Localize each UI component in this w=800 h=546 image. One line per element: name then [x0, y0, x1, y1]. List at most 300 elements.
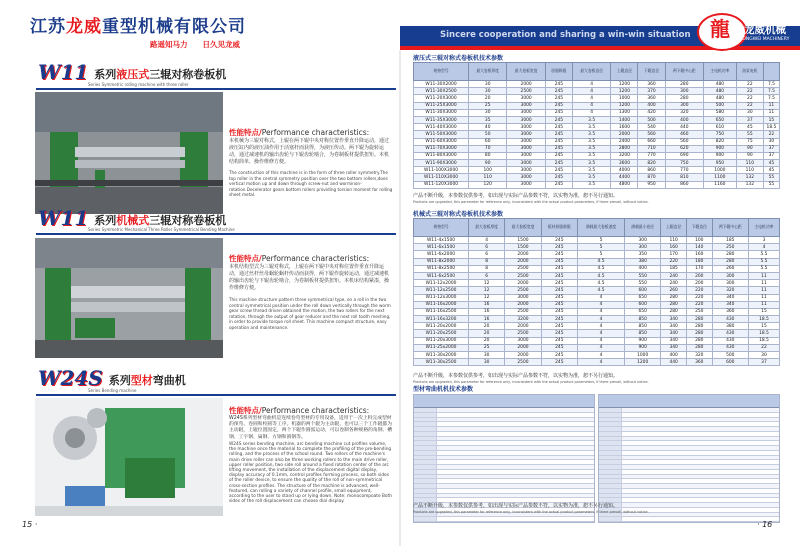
table-cell: 300: [665, 88, 703, 95]
table-cell: 16: [469, 308, 505, 315]
table-cell: 55: [763, 174, 779, 181]
table-cell: 900: [704, 145, 737, 152]
table-cell: 200: [686, 280, 712, 287]
table-cell: 480: [704, 95, 737, 102]
profile-shape-icon: [599, 517, 622, 521]
table-cell: 440: [661, 359, 687, 366]
table-row: [414, 167, 780, 174]
table-cell: 15: [763, 116, 779, 123]
table-cell: 22: [736, 81, 763, 88]
table-cell: 750: [704, 131, 737, 138]
table-cell: 170: [686, 265, 712, 272]
table-cell: 340: [712, 294, 748, 301]
feature-desc-en-3: W24S series bending machine, arc bending machine cut profiles volume, the machine once the material to complete the profiling of the pre-bending rolling, and the process of the school round. Two rollers of the machine's main drive roller can also be three working rollers to the main drive roller, upper roller position, two side roll around a fixed rotation center of the arc lifting movement, the installation of the displacement digital display, display accuracy of 0.1mm, control profiles forming process, so both sides of the roller device, to ensure the quality of the roll of non-symmetrical cross-section profiles. The structure of the machine is advanced, well-featured, can rolling a variety of channel profile, small equipment, according to the user to stand up or lying down. Note: monocompoate Both sides of the roll displacement can choose dial display.: [229, 442, 392, 505]
table-cell: 140: [686, 244, 712, 251]
table-cell: 2000: [505, 323, 541, 330]
table-cell: 120: [469, 181, 507, 188]
table-cell: 6: [469, 272, 505, 279]
table-cell: 245: [545, 131, 572, 138]
mechanical-spec-table: [413, 218, 780, 366]
page-spine: [399, 50, 401, 546]
table-cell: 3000: [507, 102, 545, 109]
table-cell: 245: [545, 116, 572, 123]
table-cell: 245: [541, 344, 577, 351]
series-code: W24S: [38, 366, 103, 390]
feature-heading-1: 性能特点/Performance characteristics:: [229, 128, 370, 137]
table-cell: 300: [712, 272, 748, 279]
table-cell: 1200: [625, 359, 661, 366]
table-cell: 185: [661, 265, 687, 272]
table-cell: 245: [545, 88, 572, 95]
table-cell: 280: [686, 323, 712, 330]
table-cell: 240: [661, 280, 687, 287]
table-cell: W11-80X3000: [414, 152, 469, 159]
table-cell: W11-30x2000: [414, 352, 469, 359]
table-cell: 400: [625, 265, 661, 272]
profile-shape-icon: [599, 422, 622, 426]
table-cell: W11-20x3000: [414, 337, 469, 344]
table-cell: 11: [763, 102, 779, 109]
profile-shape-icon: [414, 475, 437, 479]
machine-photo-hydraulic: [35, 92, 223, 214]
table-cell: 22: [736, 95, 763, 102]
table-cell: W11-30X2000: [414, 81, 469, 88]
table-cell: 820: [704, 138, 737, 145]
profile-shape-icon: [414, 441, 437, 445]
table-cell: 245: [541, 287, 577, 294]
table-cell: W11-4x1500: [414, 237, 469, 244]
table-cell: 750: [665, 160, 703, 167]
table-cell: W11-16x2000: [414, 301, 469, 308]
section-title-3: [38, 366, 186, 390]
table-row: [414, 244, 780, 251]
table-cell: 12: [469, 294, 505, 301]
table-cell: 950: [638, 181, 665, 188]
table-cell: 900: [704, 152, 737, 159]
profile-shape-icon: [599, 451, 622, 455]
table-cell: 170: [661, 251, 687, 258]
profile-shape-icon: [599, 460, 622, 464]
table-cell: 370: [638, 88, 665, 95]
page-header: [0, 0, 800, 56]
table-header-cell: 两下辊中心距: [712, 219, 748, 237]
table-cell: 245: [541, 308, 577, 315]
table-cell: 4: [572, 102, 610, 109]
table-cell: 3.5: [572, 138, 610, 145]
table-cell: 16: [469, 316, 505, 323]
table-cell: 18.5: [748, 330, 779, 337]
table-header-cell: 最大卷板厚度: [469, 219, 505, 237]
table-cell: 3.5: [572, 145, 610, 152]
table-cell: 2500: [505, 359, 541, 366]
table-row: [414, 265, 780, 272]
table-cell: 1200: [611, 102, 638, 109]
table-header-cell: 上辊直径: [661, 219, 687, 237]
table-cell: 180: [686, 258, 712, 265]
table-cell: 20: [469, 323, 505, 330]
table-cell: 420: [638, 109, 665, 116]
table-cell: 870: [638, 174, 665, 181]
table-cell: 4: [577, 301, 624, 308]
table-cell: 3.5: [572, 181, 610, 188]
table-cell: 132: [736, 181, 763, 188]
profile-shape-icon: [414, 479, 437, 483]
table-cell: 37: [736, 116, 763, 123]
feature-heading-2: 性能特点/Performance characteristics:: [229, 254, 370, 263]
series-name: 系列机械式三辊对称卷板机: [94, 214, 227, 227]
hydraulic-spec-table: [413, 62, 780, 189]
table-cell: 90: [469, 160, 507, 167]
table1-title: 液压式三辊对称式卷板机技术参数: [413, 55, 504, 62]
table-cell: 480: [704, 81, 737, 88]
table-cell: 3000: [507, 145, 545, 152]
table-cell: W11-25x2000: [414, 344, 469, 351]
table-cell: 1500: [505, 237, 541, 244]
table-cell: 250: [686, 308, 712, 315]
table-cell: 4: [572, 95, 610, 102]
table-cell: 360: [638, 95, 665, 102]
table-cell: W11-60X3000: [414, 138, 469, 145]
header-red-stripe: [400, 46, 800, 50]
table-cell: 4800: [611, 181, 638, 188]
table-cell: 320: [686, 352, 712, 359]
table-cell: 2500: [505, 308, 541, 315]
table-cell: 55: [763, 181, 779, 188]
table-cell: 35: [469, 116, 507, 123]
table-cell: 4.5: [577, 280, 624, 287]
profile-shape-icon: [414, 437, 437, 441]
table-cell: 75: [736, 138, 763, 145]
table-cell: W11-8x2500: [414, 265, 469, 272]
table-cell: 2800: [611, 145, 638, 152]
table-cell: 7.5: [763, 88, 779, 95]
table-cell: 37: [748, 359, 779, 366]
table-cell: 820: [638, 160, 665, 167]
table-cell: 200: [686, 272, 712, 279]
table3-title: 型材弯曲机机技术参数: [413, 386, 474, 393]
profile-shape-icon: [599, 475, 622, 479]
table-cell: 3000: [505, 337, 541, 344]
table-cell: 2000: [611, 131, 638, 138]
table-cell: 340: [661, 337, 687, 344]
table-cell: 160: [686, 251, 712, 258]
table-cell: 3000: [507, 160, 545, 167]
table-cell: 20: [469, 337, 505, 344]
profile-shape-icon: [599, 441, 622, 445]
table-row: [414, 251, 780, 258]
table-cell: 30: [748, 352, 779, 359]
table-cell: 70: [469, 145, 507, 152]
table-row: [414, 316, 780, 323]
table-cell: 600: [625, 301, 661, 308]
table-cell: 660: [638, 138, 665, 145]
profile-shape-icon: [414, 446, 437, 450]
table-cell: 850: [625, 323, 661, 330]
table-cell: 2000: [505, 352, 541, 359]
table-cell: 440: [665, 124, 703, 131]
table-cell: W11-12x3000: [414, 294, 469, 301]
profile-shape-icon: [414, 484, 437, 488]
table-cell: 1000: [704, 167, 737, 174]
table-cell: 3.5: [572, 174, 610, 181]
section-rule: [36, 88, 396, 90]
table-cell: 430: [712, 344, 748, 351]
series-code: W11: [38, 60, 89, 84]
table-cell: 900: [625, 344, 661, 351]
table-cell: 770: [665, 167, 703, 174]
table-cell: W11-110X3000: [414, 174, 469, 181]
table-cell: W11-20x2500: [414, 330, 469, 337]
table-header-cell: 满载最大卷板速度: [577, 219, 624, 237]
table-cell: 300: [625, 237, 661, 244]
table-cell: 7.5: [763, 95, 779, 102]
table-cell: 650: [704, 116, 737, 123]
table-cell: 5: [577, 251, 624, 258]
table-cell: 3.5: [572, 167, 610, 174]
table-cell: 2000: [505, 301, 541, 308]
table-row: [414, 160, 780, 167]
profile-shape-icon: [599, 470, 622, 474]
table-cell: 650: [625, 308, 661, 315]
slogan: 路遥知马力 日久见龙威: [150, 40, 240, 49]
table-cell: 280: [661, 308, 687, 315]
table-cell: 5.5: [748, 251, 779, 258]
table-row: [414, 116, 780, 123]
table-cell: 245: [545, 174, 572, 181]
feature-desc-en-1: The construction of this machine is in the form of three roller symmetry.The top roller in the central symmetry position over the two bottom rollers,does vertical motion up and down through screw-nut and worminon-rotation.Decelerator gears bottom rollers providing torsion moment for rolling sheet metal.: [229, 170, 393, 198]
table-cell: 2000: [505, 344, 541, 351]
table-cell: 110: [736, 167, 763, 174]
table-cell: 30: [469, 109, 507, 116]
table-cell: 3.5: [572, 160, 610, 167]
table-row: [414, 294, 780, 301]
table-cell: W11-30X2500: [414, 88, 469, 95]
table-cell: 45: [763, 167, 779, 174]
table-cell: 690: [665, 152, 703, 159]
table-cell: 4: [577, 294, 624, 301]
table-cell: 340: [661, 344, 687, 351]
table-cell: 4: [572, 88, 610, 95]
table-row: [414, 323, 780, 330]
table-cell: 20: [469, 95, 507, 102]
table-cell: 160: [661, 244, 687, 251]
table-cell: 2500: [505, 265, 541, 272]
table-cell: 280: [661, 301, 687, 308]
table-cell: W11-40X3000: [414, 124, 469, 131]
table-cell: 4.5: [577, 258, 624, 265]
table-header-cell: 最大卷板宽度: [507, 63, 545, 81]
tagline: Sincere cooperation and sharing a win-win situation: [440, 30, 691, 40]
table-cell: 600: [712, 359, 748, 366]
table-cell: 600: [625, 287, 661, 294]
table-cell: 810: [665, 174, 703, 181]
table-cell: 5.5: [748, 265, 779, 272]
table-cell: 3.5: [572, 124, 610, 131]
table-cell: 245: [545, 145, 572, 152]
table-cell: 25: [469, 344, 505, 351]
table-cell: 240: [661, 272, 687, 279]
profile-shape-icon: [414, 427, 437, 431]
table-cell: W11-35X3000: [414, 116, 469, 123]
table-cell: 245: [545, 181, 572, 188]
table-cell: 3000: [507, 138, 545, 145]
table-cell: 350: [625, 251, 661, 258]
table-cell: 3000: [507, 181, 545, 188]
section-rule: [36, 233, 396, 235]
table-row: [414, 287, 780, 294]
table-cell: 245: [541, 280, 577, 287]
machine-photo-mechanical: [35, 238, 223, 358]
profile-shape-icon: [414, 517, 437, 521]
table-cell: 3000: [507, 167, 545, 174]
table-cell: 11: [748, 280, 779, 287]
table-cell: W11-12x2000: [414, 280, 469, 287]
table-cell: 245: [541, 352, 577, 359]
profile-shape-icon: [414, 413, 437, 417]
series-code: W11: [38, 206, 89, 230]
section-title-1: [38, 60, 226, 84]
table-cell: 3200: [505, 316, 541, 323]
table-header-cell: 最大卷板直径: [572, 63, 610, 81]
table-cell: 1400: [611, 116, 638, 123]
profile-shape-icon: [599, 427, 622, 431]
table-cell: 610: [704, 124, 737, 131]
company-highlight: 龙威: [66, 17, 102, 37]
table-cell: 22: [748, 344, 779, 351]
table-cell: W11-70X3000: [414, 145, 469, 152]
table-row: [414, 102, 780, 109]
table-cell: 2400: [611, 138, 638, 145]
table-cell: 900: [625, 337, 661, 344]
profile-shape-icon: [599, 456, 622, 460]
table-cell: 280: [686, 344, 712, 351]
table1-note: 产品不断升级，本参数仅供参考，如出现与实际产品参数不符，以实物为准，恕不另行通知。 Products are upgraded, this parameter for reference only, inconsistent with the actual product parameters, if there prevail, without notice.: [413, 193, 649, 204]
table-row: [414, 237, 780, 244]
table-cell: 18.5: [763, 124, 779, 131]
table-cell: 45: [736, 124, 763, 131]
table-cell: 2500: [505, 272, 541, 279]
table-cell: 320: [665, 109, 703, 116]
profile-shape-icon: [414, 408, 437, 412]
table-cell: 2000: [505, 251, 541, 258]
table-cell: 185: [712, 237, 748, 244]
table-row: [414, 344, 780, 351]
table-cell: 100: [686, 237, 712, 244]
table-cell: 245: [541, 323, 577, 330]
table-cell: 30: [469, 359, 505, 366]
table-cell: 245: [545, 124, 572, 131]
table-cell: 2500: [505, 287, 541, 294]
table-row: [414, 109, 780, 116]
table-cell: 90: [736, 145, 763, 152]
table-cell: 860: [638, 167, 665, 174]
profile-shape-icon: [599, 408, 622, 412]
table-cell: W11-20x2000: [414, 323, 469, 330]
table-cell: 245: [545, 160, 572, 167]
table-cell: 5: [577, 237, 624, 244]
table-row: [414, 359, 780, 366]
table-cell: 430: [712, 330, 748, 337]
table-row: [414, 131, 780, 138]
table-cell: 850: [625, 330, 661, 337]
profile-shape-icon: [599, 437, 622, 441]
table-cell: 430: [712, 337, 748, 344]
table-cell: 1000: [625, 352, 661, 359]
table-cell: 3200: [611, 152, 638, 159]
table-cell: 50: [469, 131, 507, 138]
table-cell: 55: [736, 131, 763, 138]
table-cell: 15: [748, 308, 779, 315]
table-cell: 850: [625, 316, 661, 323]
table-cell: 280: [686, 316, 712, 323]
table-cell: 4: [577, 316, 624, 323]
machine-photo-bending: [35, 398, 223, 516]
table-cell: 500: [712, 352, 748, 359]
table-cell: 22: [736, 102, 763, 109]
table-cell: 4: [577, 359, 624, 366]
table-cell: 3000: [507, 124, 545, 131]
table-cell: 90: [736, 152, 763, 159]
table-cell: 5: [577, 244, 624, 251]
table-cell: 4400: [611, 174, 638, 181]
table-cell: W11-6x1500: [414, 244, 469, 251]
table-cell: 3000: [507, 116, 545, 123]
table-cell: 480: [704, 88, 737, 95]
table-cell: 2000: [505, 280, 541, 287]
table-row: [414, 124, 780, 131]
table-cell: 300: [625, 244, 661, 251]
table-cell: 4.5: [577, 265, 624, 272]
table-header-cell: [763, 63, 779, 81]
table-cell: 245: [541, 244, 577, 251]
table-cell: 30: [736, 109, 763, 116]
table-cell: 400: [638, 102, 665, 109]
table-row: [414, 517, 594, 522]
profile-shape-icon: [414, 489, 437, 493]
table-cell: 12: [469, 280, 505, 287]
bending-spec-table: [413, 394, 780, 499]
table-cell: 30: [469, 88, 507, 95]
table-header-cell: 下辊直径: [686, 219, 712, 237]
table-cell: 245: [541, 359, 577, 366]
table-cell: 710: [638, 145, 665, 152]
table-cell: 1200: [611, 88, 638, 95]
table-cell: 580: [704, 109, 737, 116]
page-number-left: 15 ·: [22, 520, 38, 529]
table-cell: 250: [712, 244, 748, 251]
table-row: [414, 145, 780, 152]
series-name: 系列型材弯曲机: [108, 374, 186, 387]
table-header-cell: 满载最小卷径: [625, 219, 661, 237]
table-cell: 3000: [507, 109, 545, 116]
table-header-cell: 规格型号: [414, 219, 469, 237]
table-cell: 860: [665, 181, 703, 188]
table-cell: 500: [638, 116, 665, 123]
profile-shape-icon: [599, 413, 622, 417]
table-cell: 245: [541, 265, 577, 272]
table-cell: 4: [577, 352, 624, 359]
table-cell: 11: [748, 294, 779, 301]
table-cell: 245: [545, 109, 572, 116]
table-cell: 22: [736, 88, 763, 95]
table-cell: 380: [625, 258, 661, 265]
table2-title: 机械式三辊对称式卷板机技术参数: [413, 211, 504, 218]
profile-shape-icon: [414, 432, 437, 436]
table-cell: 2500: [507, 88, 545, 95]
table-cell: 3: [748, 237, 779, 244]
table-cell: W11-20X3000: [414, 95, 469, 102]
table-cell: 4000: [611, 167, 638, 174]
